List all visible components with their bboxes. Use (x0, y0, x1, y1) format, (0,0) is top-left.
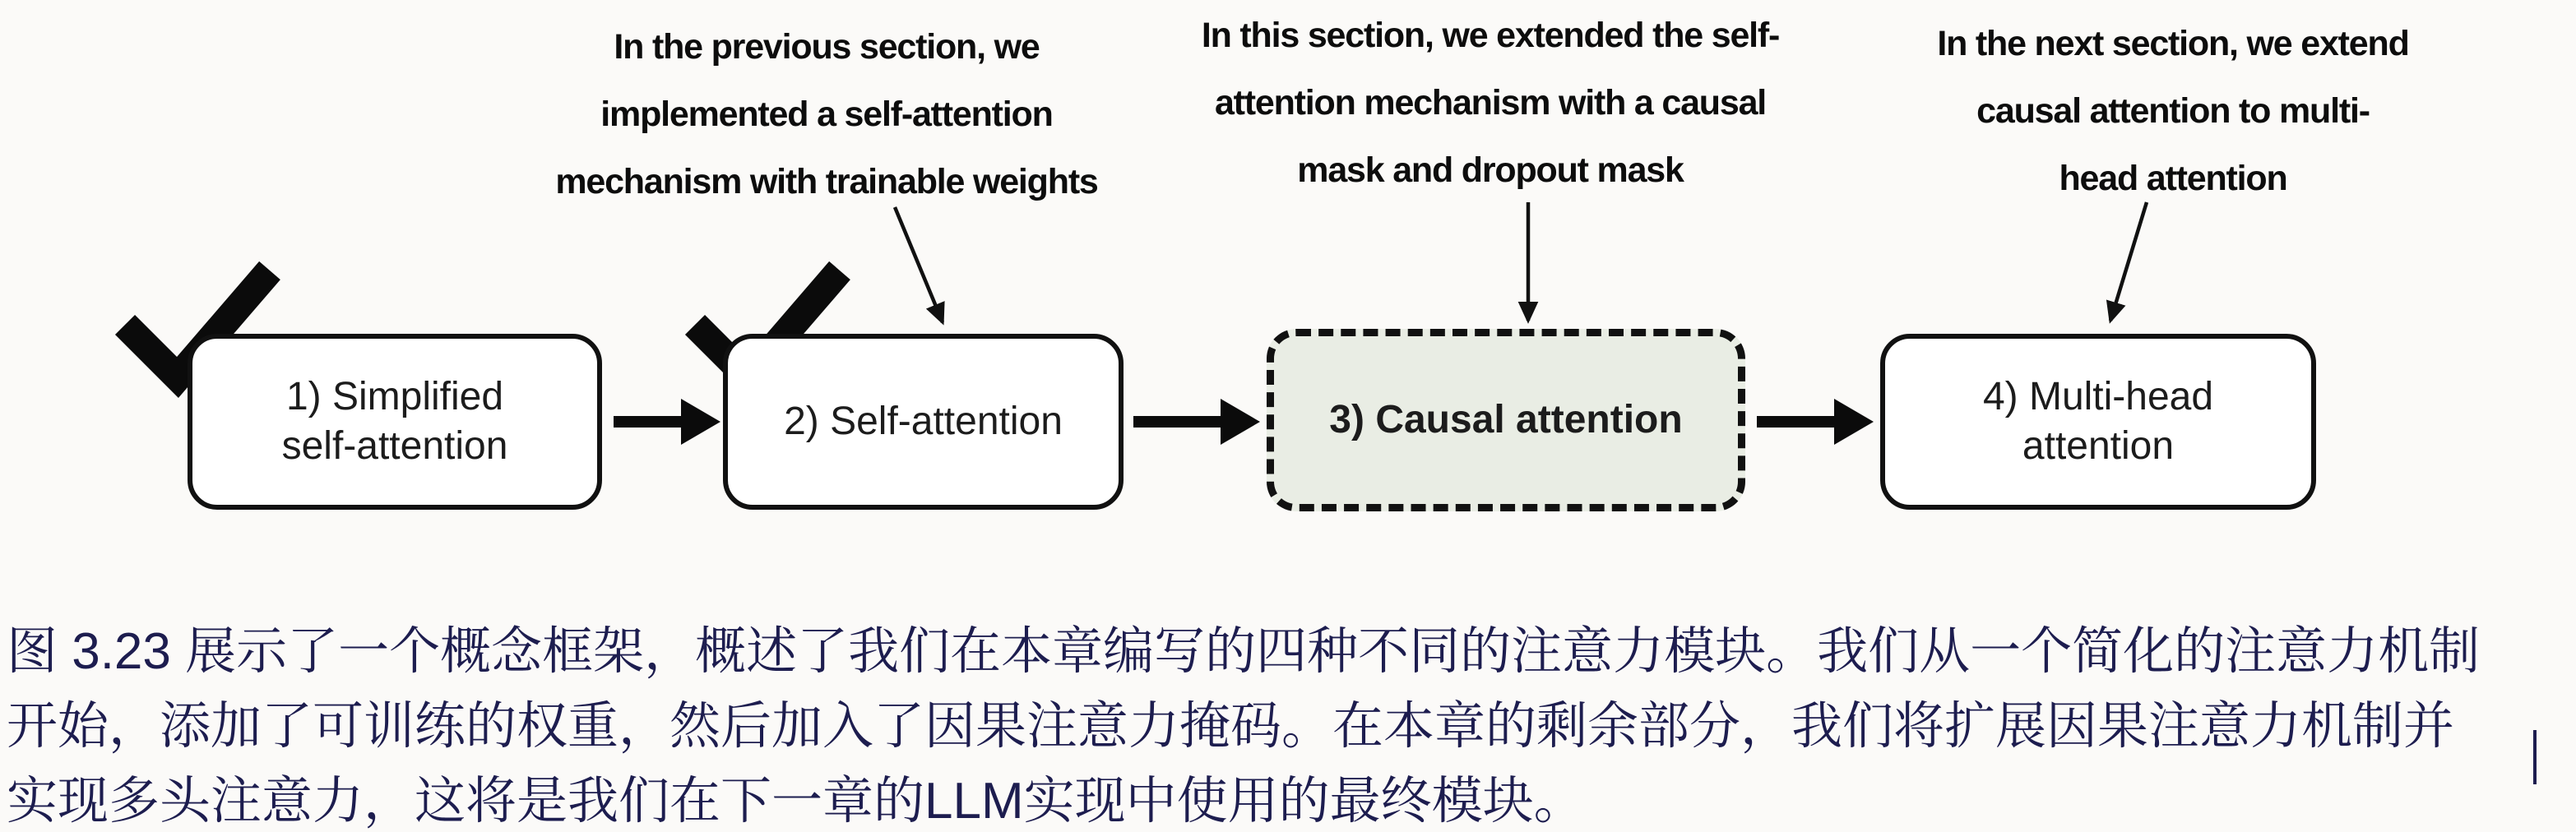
caption-line: 实现多头注意力，这将是我们在下一章的LLM实现中使用的最终模块。 (7, 773, 1585, 830)
annotation-text-line: implemented a self-attention (600, 95, 1053, 134)
annotation-text-line: attention mechanism with a causal (1214, 83, 1767, 122)
annotation-arrow (2110, 202, 2147, 321)
box-label-line: 3) Causal attention (1329, 398, 1683, 441)
annotation-text-line: mask and dropout mask (1297, 150, 1684, 190)
annotation-arrow (895, 207, 943, 322)
annotation-text-line: In this section, we extended the self- (1201, 16, 1780, 55)
box-label-line: self-attention (281, 424, 508, 468)
text-caret (2533, 730, 2537, 784)
annotation-text-line: In the previous section, we (614, 27, 1040, 67)
annotation-text-line: In the next section, we extend (1937, 24, 2409, 63)
annotation-text-line: head attention (2059, 159, 2287, 198)
box-simplified-self-attention (188, 334, 602, 510)
annotation-text-line: mechanism with trainable weights (555, 162, 1098, 201)
box-multi-head-attention (1880, 334, 2316, 510)
caption-line: 开始，添加了可训练的权重，然后加入了因果注意力掩码。在本章的剩余部分，我们将扩展因果注意力机制并 (7, 698, 2455, 755)
flow-arrow (614, 399, 720, 445)
flow-arrow (1757, 399, 1874, 445)
flow-arrow (1133, 399, 1260, 445)
box-label-line: attention (2022, 424, 2175, 468)
box-self-attention (723, 334, 1124, 510)
annotation-text-line: causal attention to multi- (1976, 91, 2370, 131)
box-label-line: 1) Simplified (285, 375, 504, 418)
box-label-line: 4) Multi-head (1982, 375, 2214, 418)
figure-caption (7, 614, 2576, 832)
box-causal-attention (1267, 329, 1745, 511)
box-label-line: 2) Self-attention (784, 400, 1063, 443)
caption-line: 图 3.23 展示了一个概念框架，概述了我们在本章编写的四种不同的注意力模块。我们从一个简化的注意力机制 (7, 623, 2481, 680)
